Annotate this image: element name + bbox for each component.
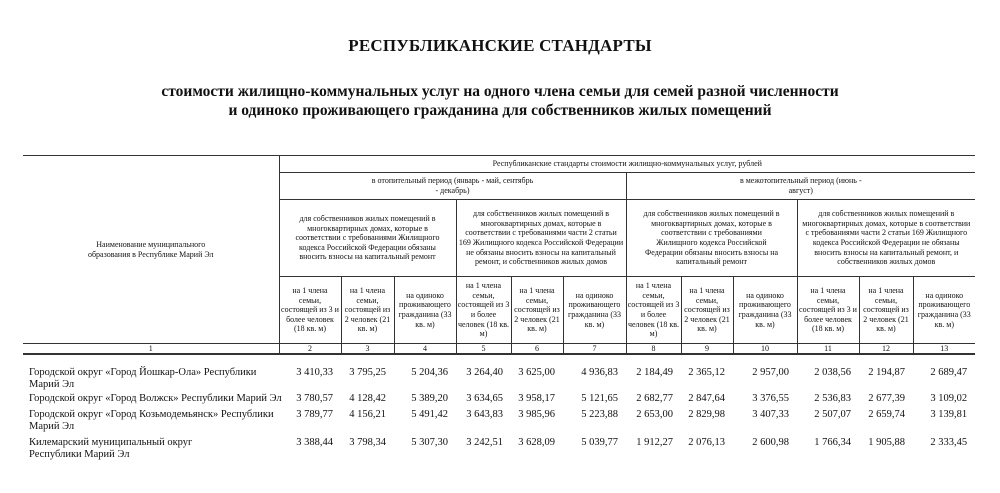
subcolumn-header: на 1 члена семьи, состоящей из 3 и более человек (18 кв. м) [279,277,341,344]
subcolumn-header: на 1 члена семьи, состоящей из 3 и более человек (18 кв. м) [797,277,859,344]
value-cell: 3 780,57 [296,393,333,404]
value-cell: 3 109,02 [930,393,968,404]
column-number: 11 [797,344,859,355]
value-cell: 2 600,98 [752,437,789,448]
value-cell: 2 689,47 [930,367,968,378]
value-cell: 1 912,27 [636,437,673,448]
standards-table [23,155,975,461]
municipality-name: Килемарский муниципальный округ Республики Марий Эл [29,437,193,460]
value-cell: 5 491,42 [411,409,448,420]
subcolumn-header: на 1 члена семьи, состоящей из 3 и более человек (18 кв. м) [626,277,681,344]
subcolumn-header: на 1 члена семьи, состоящей из 3 и более человек (18 кв. м) [456,277,511,344]
value-cell: 3 958,17 [518,393,555,404]
period-heating-header: в отопительный период (январь - май, сентябрь - декабрь) [279,173,626,200]
group-header-3: для собственников жилых помещений в многоквартирных домах, которые в соответствии с требованиями Жилищного кодекса Российской Федерации обязаны вносить взносы на капитальный ремонт [626,200,797,277]
group-header-2: для собственников жилых помещений в многоквартирных домах, которые в соответствии с требованиями части 2 статьи 169 Жилищного кодекса Российской Федерации не обязаны вносить взносы на капитальный ремонт, и собственников жилых домов [456,200,626,277]
value-cell: 2 038,56 [814,367,851,378]
value-cell: 2 076,13 [688,437,725,448]
value-cell: 4 936,83 [581,367,618,378]
column-number: 12 [859,344,913,355]
document-title: РЕСПУБЛИКАНСКИЕ СТАНДАРТЫ [348,36,652,55]
column-number: 4 [394,344,456,355]
value-cell: 3 634,65 [466,393,503,404]
value-cell: 4 156,21 [349,409,386,420]
value-cell: 2 365,12 [688,367,725,378]
value-cell: 2 184,49 [636,367,673,378]
value-cell: 5 307,30 [411,437,448,448]
value-cell: 2 507,07 [814,409,851,420]
value-cell: 2 957,00 [752,367,789,378]
subcolumn-header: на одиноко проживающего гражданина (33 кв. м) [394,277,456,344]
value-cell: 2 659,74 [868,409,905,420]
column-number: 1 [23,344,279,355]
value-cell: 3 643,83 [466,409,503,420]
value-cell: 3 985,96 [518,409,555,420]
value-cell: 3 407,33 [752,409,789,420]
column-number: 10 [733,344,797,355]
value-cell: 2 829,98 [688,409,725,420]
value-cell: 3 795,25 [349,367,386,378]
value-cell: 5 223,88 [581,409,618,420]
value-cell: 1 766,34 [814,437,851,448]
column-number: 5 [456,344,511,355]
column-number: 8 [626,344,681,355]
value-cell: 2 682,77 [636,393,673,404]
value-cell: 2 536,83 [814,393,851,404]
municipality-name: Городской округ «Город Йошкар-Ола» Республики Марий Эл [29,367,257,390]
table-row [23,433,975,461]
table-row [23,354,975,391]
column-number: 6 [511,344,563,355]
subtitle-line-2: и одиноко проживающего гражданина для собственников жилых помещений [228,102,772,119]
table-row [23,391,975,405]
value-cell: 3 628,09 [518,437,555,448]
subcolumn-header: на одиноко проживающего гражданина (33 кв. м) [563,277,626,344]
period-nonheating-header: в межотопительный период (июнь - август) [626,173,975,200]
value-cell: 5 389,20 [411,393,448,404]
subcolumn-header: на 1 члена семьи, состоящей из 2 человек (21 кв. м) [341,277,394,344]
value-cell: 2 847,64 [688,393,725,404]
value-cell: 4 128,42 [349,393,386,404]
subtitle-line-1: стоимости жилищно-коммунальных услуг на одного члена семьи для семей разной численности [161,83,839,100]
value-cell: 2 194,87 [868,367,905,378]
value-cell: 5 121,65 [581,393,618,404]
document-subtitle [0,82,1000,120]
column-number: 2 [279,344,341,355]
value-cell: 3 625,00 [518,367,555,378]
group-header-4: для собственников жилых помещений в многоквартирных домах, которые в соответствии с требованиями части 2 статьи 169 Жилищного кодекса Российской Федерации не обязаны вносить взносы на капитальный ремонт, и собственников жилых домов [797,200,975,277]
value-cell: 3 242,51 [466,437,503,448]
subcolumn-header: на 1 члена семьи, состоящей из 2 человек (21 кв. м) [859,277,913,344]
subcolumn-header: на 1 члена семьи, состоящей из 2 человек (21 кв. м) [511,277,563,344]
column-number: 3 [341,344,394,355]
value-cell: 3 789,77 [296,409,333,420]
value-cell: 3 410,33 [296,367,333,378]
value-cell: 2 333,45 [930,437,968,448]
column-number: 9 [681,344,733,355]
subcolumn-header: на одиноко проживающего гражданина (33 кв. м) [913,277,975,344]
value-cell: 2 653,00 [636,409,673,420]
value-cell: 3 264,40 [466,367,503,378]
value-cell: 3 388,44 [296,437,333,448]
value-cell: 1 905,88 [868,437,905,448]
value-cell: 2 677,39 [868,393,905,404]
value-cell: 3 139,81 [930,409,968,420]
value-cell: 3 376,55 [752,393,789,404]
municipality-name: Городской округ «Город Козьмодемьянск» Республики Марий Эл [29,409,274,432]
main-header: Республиканские стандарты стоимости жилищно-коммунальных услуг, рублей [279,156,975,173]
subcolumn-header: на 1 члена семьи, состоящей из 2 человек (21 кв. м) [681,277,733,344]
column-number: 7 [563,344,626,355]
column-number: 13 [913,344,975,355]
group-header-1: для собственников жилых помещений в многоквартирных домах, которые в соответствии с требованиями Жилищного кодекса Российской Федерации обязаны вносить взносы на капитальный ремонт [279,200,456,277]
value-cell: 3 798,34 [349,437,386,448]
name-column-header: Наименование муниципального образования в Республике Марий Эл [23,156,279,344]
subcolumn-header: на одиноко проживающего гражданина (33 кв. м) [733,277,797,344]
table-row [23,405,975,433]
value-cell: 5 039,77 [581,437,618,448]
value-cell: 5 204,36 [411,367,448,378]
municipality-name: Городской округ «Город Волжск» Республики Марий Эл [29,393,282,404]
